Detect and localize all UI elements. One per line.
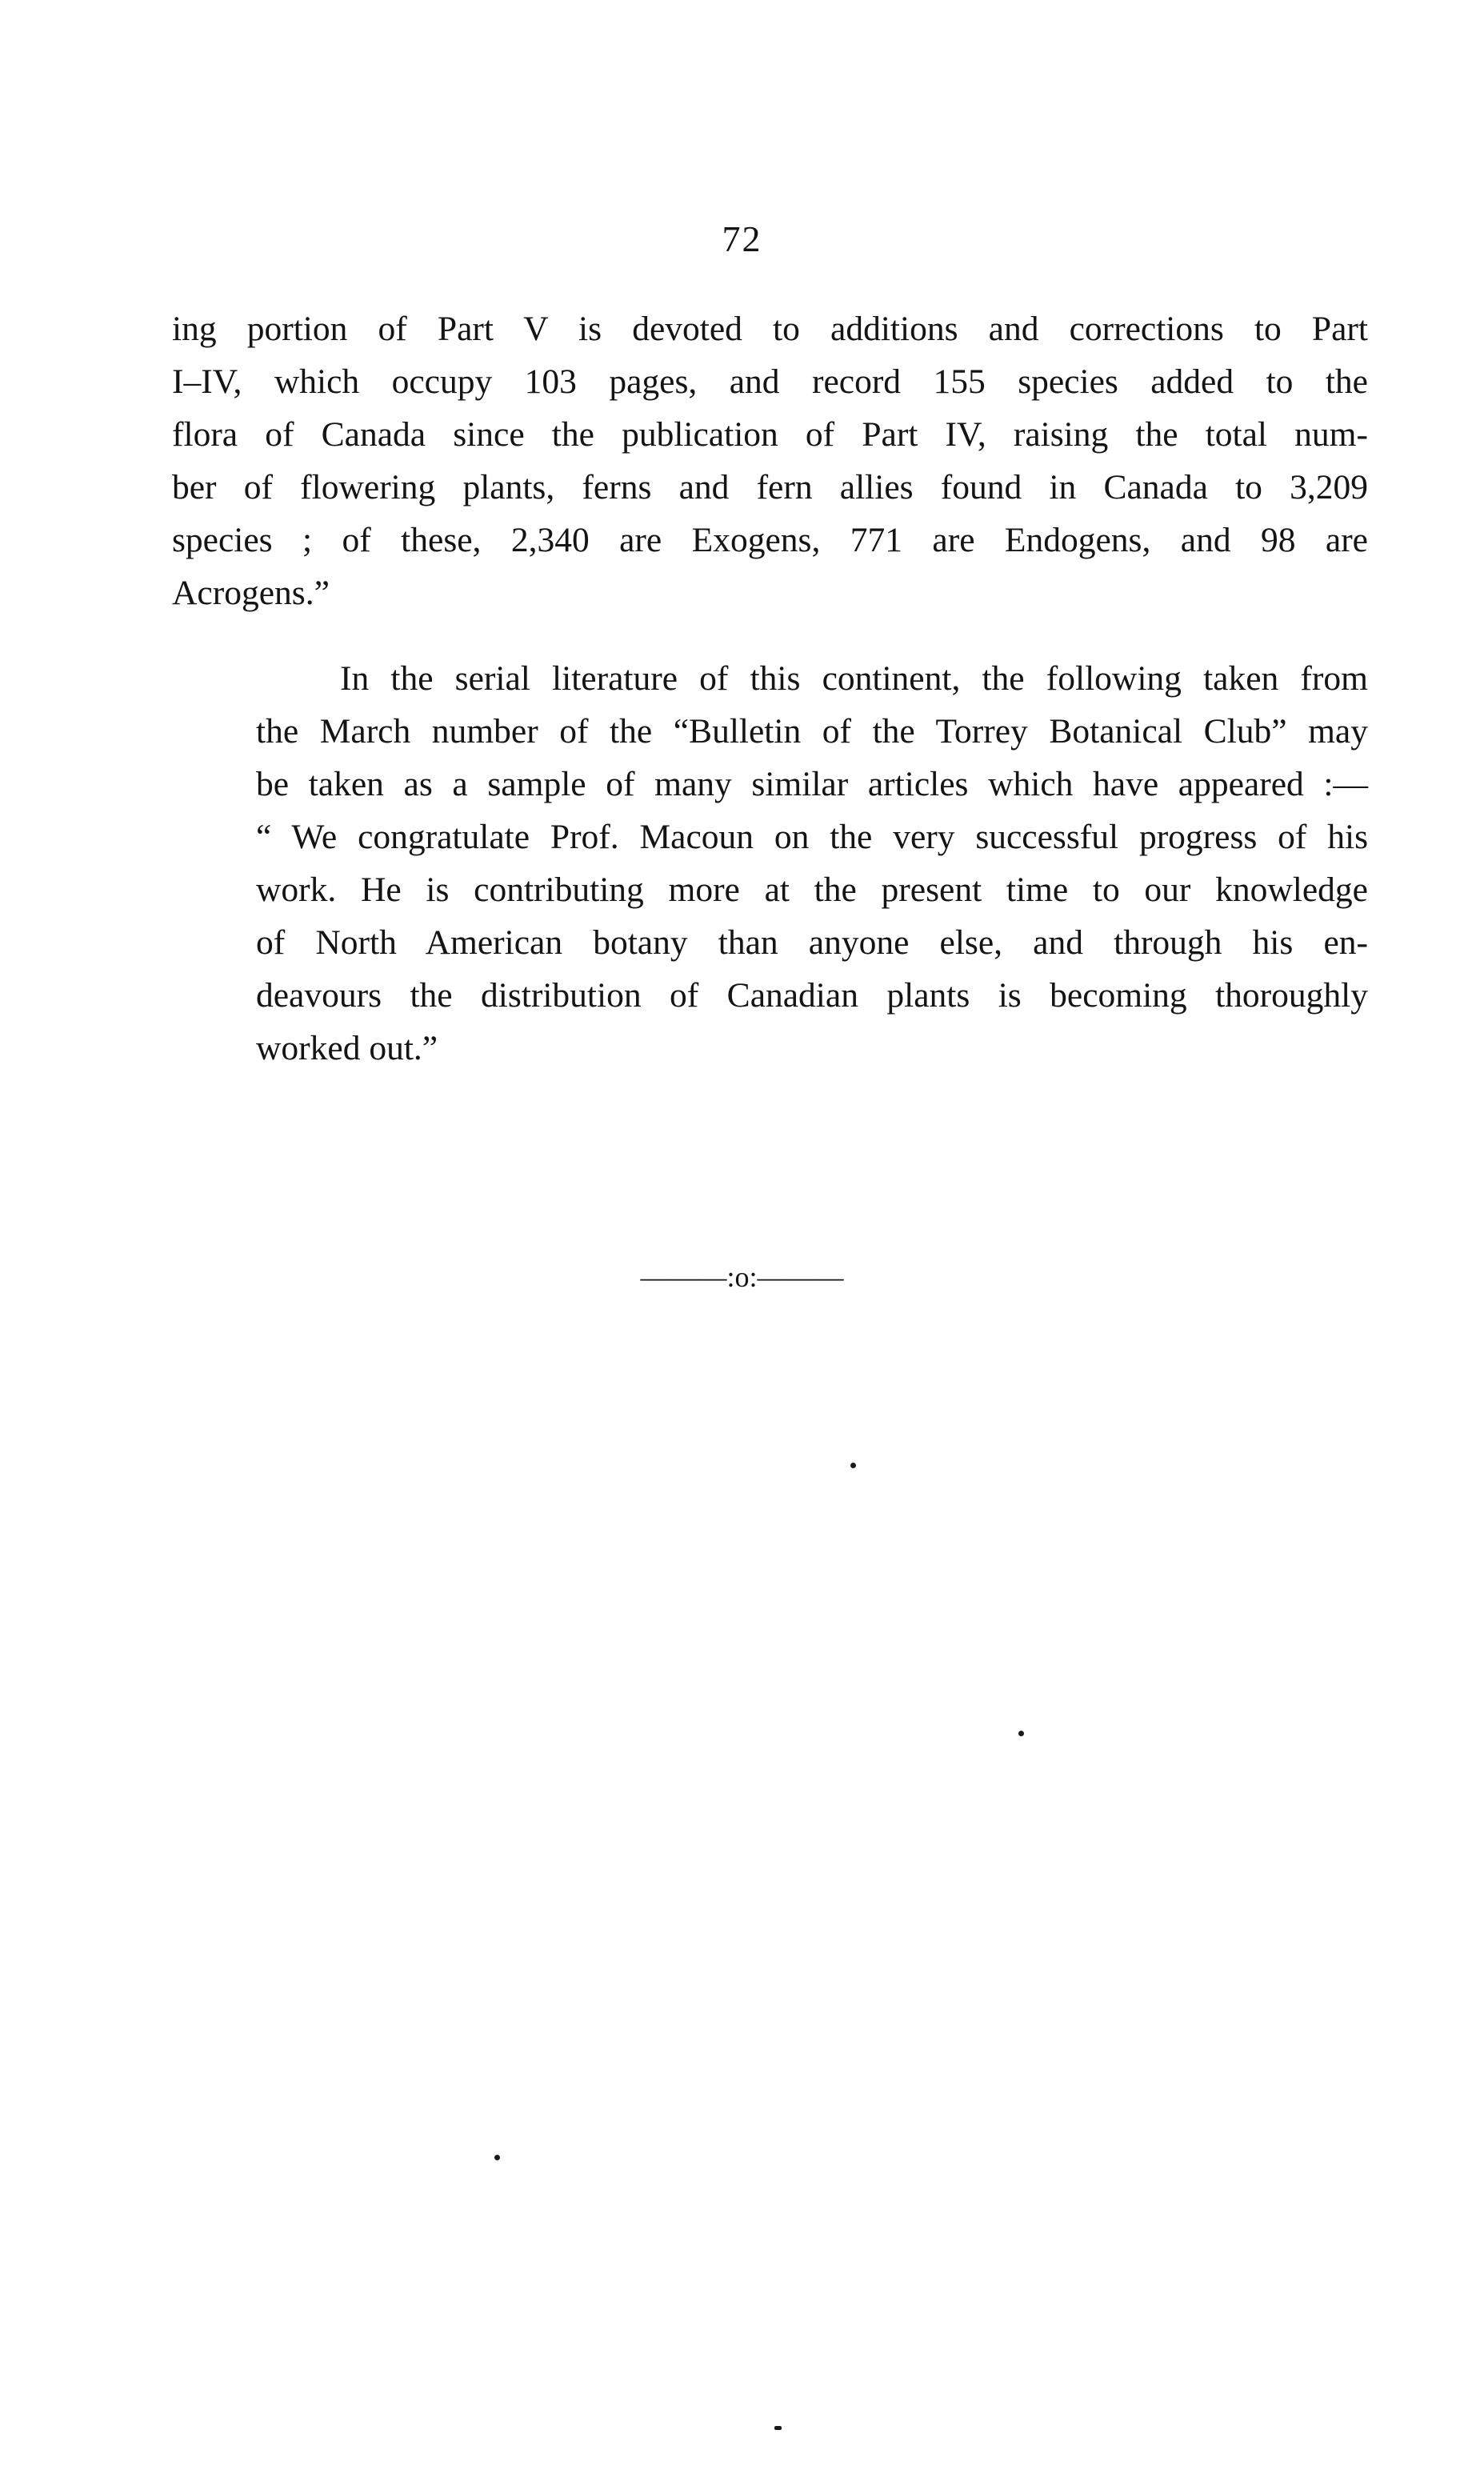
section-divider: ———:o:——— bbox=[640, 1261, 844, 1293]
speck-mark bbox=[494, 2155, 500, 2160]
speck-mark bbox=[850, 1463, 856, 1468]
text-line: I–IV, which occupy 103 pages, and record 155 species added to the bbox=[172, 362, 1368, 401]
text-line: Acrogens.” bbox=[172, 574, 330, 612]
text-line: deavours the distribution of Canadian plants is becoming thoroughly bbox=[256, 976, 1368, 1015]
text-line: work. He is contributing more at the present time to our knowledge bbox=[256, 871, 1368, 909]
speck-mark bbox=[1018, 1731, 1024, 1736]
speck-mark bbox=[774, 2426, 782, 2430]
text-line: flora of Canada since the publication of Part IV, raising the total num- bbox=[172, 415, 1368, 454]
page-number: 72 bbox=[722, 218, 762, 259]
paragraph-bulletin-quote bbox=[172, 652, 1368, 1075]
text-line: be taken as a sample of many similar articles which have appeared :— bbox=[256, 765, 1368, 803]
text-line: ber of flowering plants, ferns and fern allies found in Canada to 3,209 bbox=[172, 468, 1368, 506]
text-line: the March number of the “Bulletin of the Torrey Botanical Club” may bbox=[256, 712, 1368, 751]
paragraph-continuation bbox=[172, 302, 1368, 619]
text-line: ing portion of Part V is devoted to additions and corrections to Part bbox=[172, 310, 1368, 348]
text-line: of North American botany than anyone else, and through his en- bbox=[256, 923, 1368, 962]
text-line: species ; of these, 2,340 are Exogens, 771 are Endogens, and 98 are bbox=[172, 521, 1368, 559]
text-line: worked out.” bbox=[256, 1029, 438, 1067]
text-line: In the serial literature of this continent, the following taken from bbox=[340, 659, 1368, 698]
text-line: “ We congratulate Prof. Macoun on the very successful progress of his bbox=[256, 818, 1368, 856]
